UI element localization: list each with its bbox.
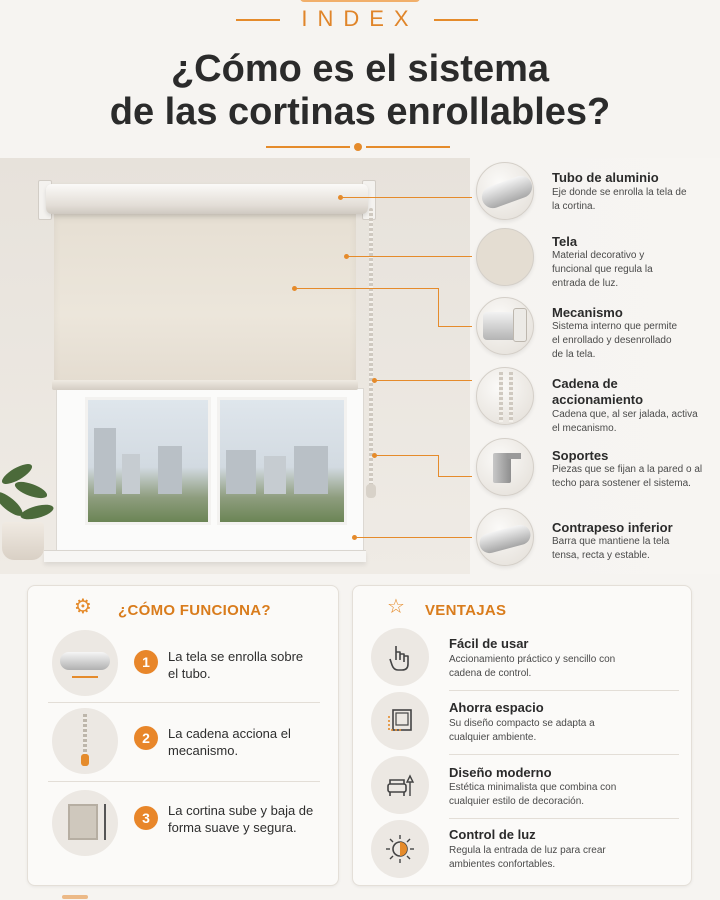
- title-line-1: ¿Cómo es el sistema: [170, 48, 550, 90]
- part-name: Tela: [552, 234, 578, 249]
- callout-line-bottom-bar: [356, 537, 472, 538]
- mechanism-icon: [476, 297, 534, 355]
- part-desc: Eje donde se enrolla la tela de la cortina.: [552, 187, 687, 212]
- callout-line-fabric: [348, 256, 472, 257]
- step-number: 3: [134, 806, 158, 830]
- step-text: La cortina sube y baja de forma suave y segura.: [168, 803, 314, 835]
- part-desc: Sistema interno que permite el enrollado y desenrollado de la tela.: [552, 321, 678, 360]
- part-name: Cadena de accionamiento: [552, 376, 644, 407]
- title-line-2: de las cortinas enrollables?: [109, 91, 611, 133]
- bracket-icon: [476, 438, 534, 496]
- advantage-name: Fácil de usar: [449, 636, 529, 651]
- window: [56, 388, 364, 556]
- blind-bottom-bar: [52, 380, 358, 390]
- step-text: La cadena acciona el mecanismo.: [168, 726, 291, 758]
- tube-icon: [476, 162, 534, 220]
- blind-chain: [369, 208, 373, 488]
- gear-icon: ⚙: [74, 596, 92, 618]
- how-it-works-card: [27, 585, 339, 886]
- title-ornament: [0, 145, 720, 149]
- roller-blind-illustration: [0, 158, 720, 574]
- part-desc: Piezas que se fijan a la pared o al techo para sostener el sistema.: [552, 464, 703, 489]
- step-number: 2: [134, 726, 158, 750]
- blind-fabric: [54, 212, 356, 384]
- bottom-strip: [0, 893, 720, 900]
- advantage-desc: Regula la entrada de luz para crear ambientes confortables.: [449, 845, 606, 870]
- brand-line-right: [434, 19, 478, 21]
- blind-up-down-icon: [52, 790, 118, 856]
- callout-line-chain: [376, 380, 472, 381]
- frame-icon: [371, 692, 429, 750]
- advantage-name: Diseño moderno: [449, 765, 552, 780]
- advantage-desc: Estética minimalista que combina con cualquier estilo de decoración.: [449, 782, 617, 807]
- part-name: Mecanismo: [552, 305, 623, 320]
- callout-line-mechanism: [296, 288, 438, 289]
- advantage-name: Ahorra espacio: [449, 700, 544, 715]
- fabric-icon: [476, 228, 534, 286]
- how-it-works-title: ¿CÓMO FUNCIONA?: [118, 602, 271, 619]
- advantages-title: VENTAJAS: [425, 602, 507, 619]
- page-title: [0, 48, 720, 134]
- part-desc: Material decorativo y funcional que regula la entrada de luz.: [552, 250, 653, 289]
- hand-pointer-icon: [371, 628, 429, 686]
- advantage-desc: Accionamiento práctico y sencillo con cadena de control.: [449, 654, 616, 679]
- advantage-name: Control de luz: [449, 827, 536, 842]
- step-text: La tela se enrolla sobre el tubo.: [168, 649, 304, 681]
- chain-weight: [366, 484, 376, 498]
- brand-header: [0, 0, 720, 34]
- armchair-lamp-icon: [371, 756, 429, 814]
- part-name: Contrapeso inferior: [552, 520, 673, 535]
- callout-line-tube: [342, 197, 472, 198]
- sun-icon: [371, 820, 429, 878]
- roll-tube-icon: [52, 630, 118, 696]
- part-desc: Barra que mantiene la tela tensa, recta y estable.: [552, 536, 670, 561]
- brand-logo-fragment: [300, 0, 420, 2]
- star-icon: ☆: [387, 596, 405, 618]
- advantage-desc: Su diseño compacto se adapta a cualquier ambiente.: [449, 718, 595, 743]
- window-sill: [44, 550, 366, 562]
- blind-tube: [46, 184, 368, 214]
- window-pane-right: [217, 397, 347, 525]
- brand-name: INDEX: [301, 6, 419, 31]
- step-number: 1: [134, 650, 158, 674]
- chain-icon: [476, 367, 534, 425]
- bottom-bar-icon: [476, 508, 534, 566]
- advantages-card: [352, 585, 692, 886]
- window-pane-left: [85, 397, 211, 525]
- plant-pot: [2, 522, 44, 560]
- chain-pull-icon: [52, 708, 118, 774]
- part-desc: Cadena que, al ser jalada, activa el mecanismo.: [552, 409, 698, 434]
- part-name: Soportes: [552, 448, 609, 463]
- callout-line-bracket: [376, 455, 438, 456]
- part-name: Tubo de aluminio: [552, 170, 659, 185]
